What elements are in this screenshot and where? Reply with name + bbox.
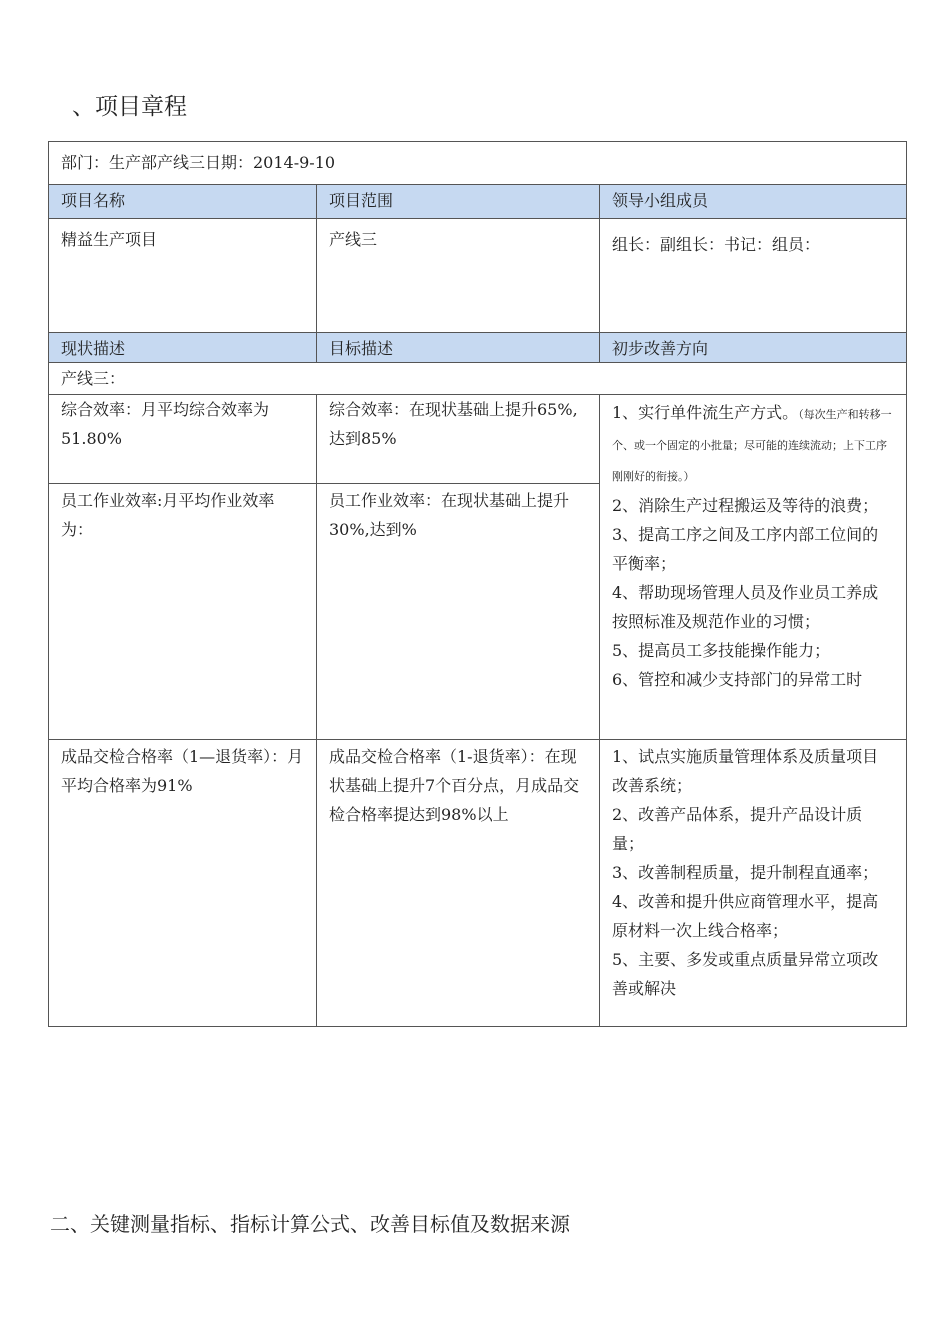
section-2-heading: 二、关键测量指标、指标计算公式、改善目标值及数据来源 <box>50 1212 570 1236</box>
direction-b-item: 1、试点实施质量管理体系及质量项目改善系统； <box>612 747 879 795</box>
current-worker-efficiency: 员工作业效率:月平均作业效率为： <box>48 483 317 740</box>
current-quality-pass-rate: 成品交检合格率（1—退货率）：月平均合格率为91% <box>48 739 317 1027</box>
direction-b-item: 3、改善制程质量，提升制程直通率； <box>612 863 879 882</box>
direction-a-item: 6、管控和减少支持部门的异常工时 <box>612 670 863 689</box>
target-overall-efficiency: 综合效率：在现状基础上提升65%,达到85% <box>316 394 600 484</box>
direction-a-item: 4、帮助现场管理人员及作业员工养成按照标准及规范作业的习惯； <box>612 583 879 631</box>
direction-b-item: 5、主要、多发或重点质量异常立项改善或解决 <box>612 950 879 998</box>
direction-a-item: 2、消除生产过程搬运及等待的浪费； <box>612 496 879 515</box>
current-overall-efficiency: 综合效率：月平均综合效率为51.80% <box>48 394 317 484</box>
direction-a-item-1-note: （每次生产和转移一个、或一个固定的小批量；尽可能的连续流动；上下工序刚刚好的衔接。） <box>612 408 892 483</box>
project-name-cell: 精益生产项目 <box>48 218 317 333</box>
header-project-name: 项目名称 <box>48 184 317 219</box>
header-improvement-direction: 初步改善方向 <box>599 332 907 363</box>
production-line-label: 产线三： <box>48 362 907 395</box>
quality-improvement-directions <box>599 739 907 1027</box>
department-date-cell: 部门：生产部产线三日期：2014-9-10 <box>48 141 907 185</box>
direction-b-item: 4、改善和提升供应商管理水平，提高原材料一次上线合格率； <box>612 892 879 940</box>
header-target: 目标描述 <box>316 332 600 363</box>
direction-a-item-1: 1、实行单件流生产方式。 <box>612 403 799 422</box>
direction-a-item: 3、提高工序之间及工序内部工位间的平衡率； <box>612 525 879 573</box>
project-scope-cell: 产线三 <box>316 218 600 333</box>
header-project-scope: 项目范围 <box>316 184 600 219</box>
leadership-team-cell: 组长：副组长：书记：组员： <box>599 218 907 333</box>
direction-a-item: 5、提高员工多技能操作能力； <box>612 641 831 660</box>
target-worker-efficiency: 员工作业效率：在现状基础上提升30%,达到% <box>316 483 600 740</box>
header-leadership-team: 领导小组成员 <box>599 184 907 219</box>
efficiency-improvement-directions <box>599 394 907 740</box>
section-1-heading: 、项目章程 <box>72 94 187 120</box>
project-charter-table <box>48 141 907 1027</box>
direction-b-item: 2、改善产品体系，提升产品设计质量； <box>612 805 863 853</box>
header-current-state: 现状描述 <box>48 332 317 363</box>
target-quality-pass-rate: 成品交检合格率（1-退货率）：在现状基础上提升7个百分点，月成品交检合格率提达到98%以上 <box>316 739 600 1027</box>
